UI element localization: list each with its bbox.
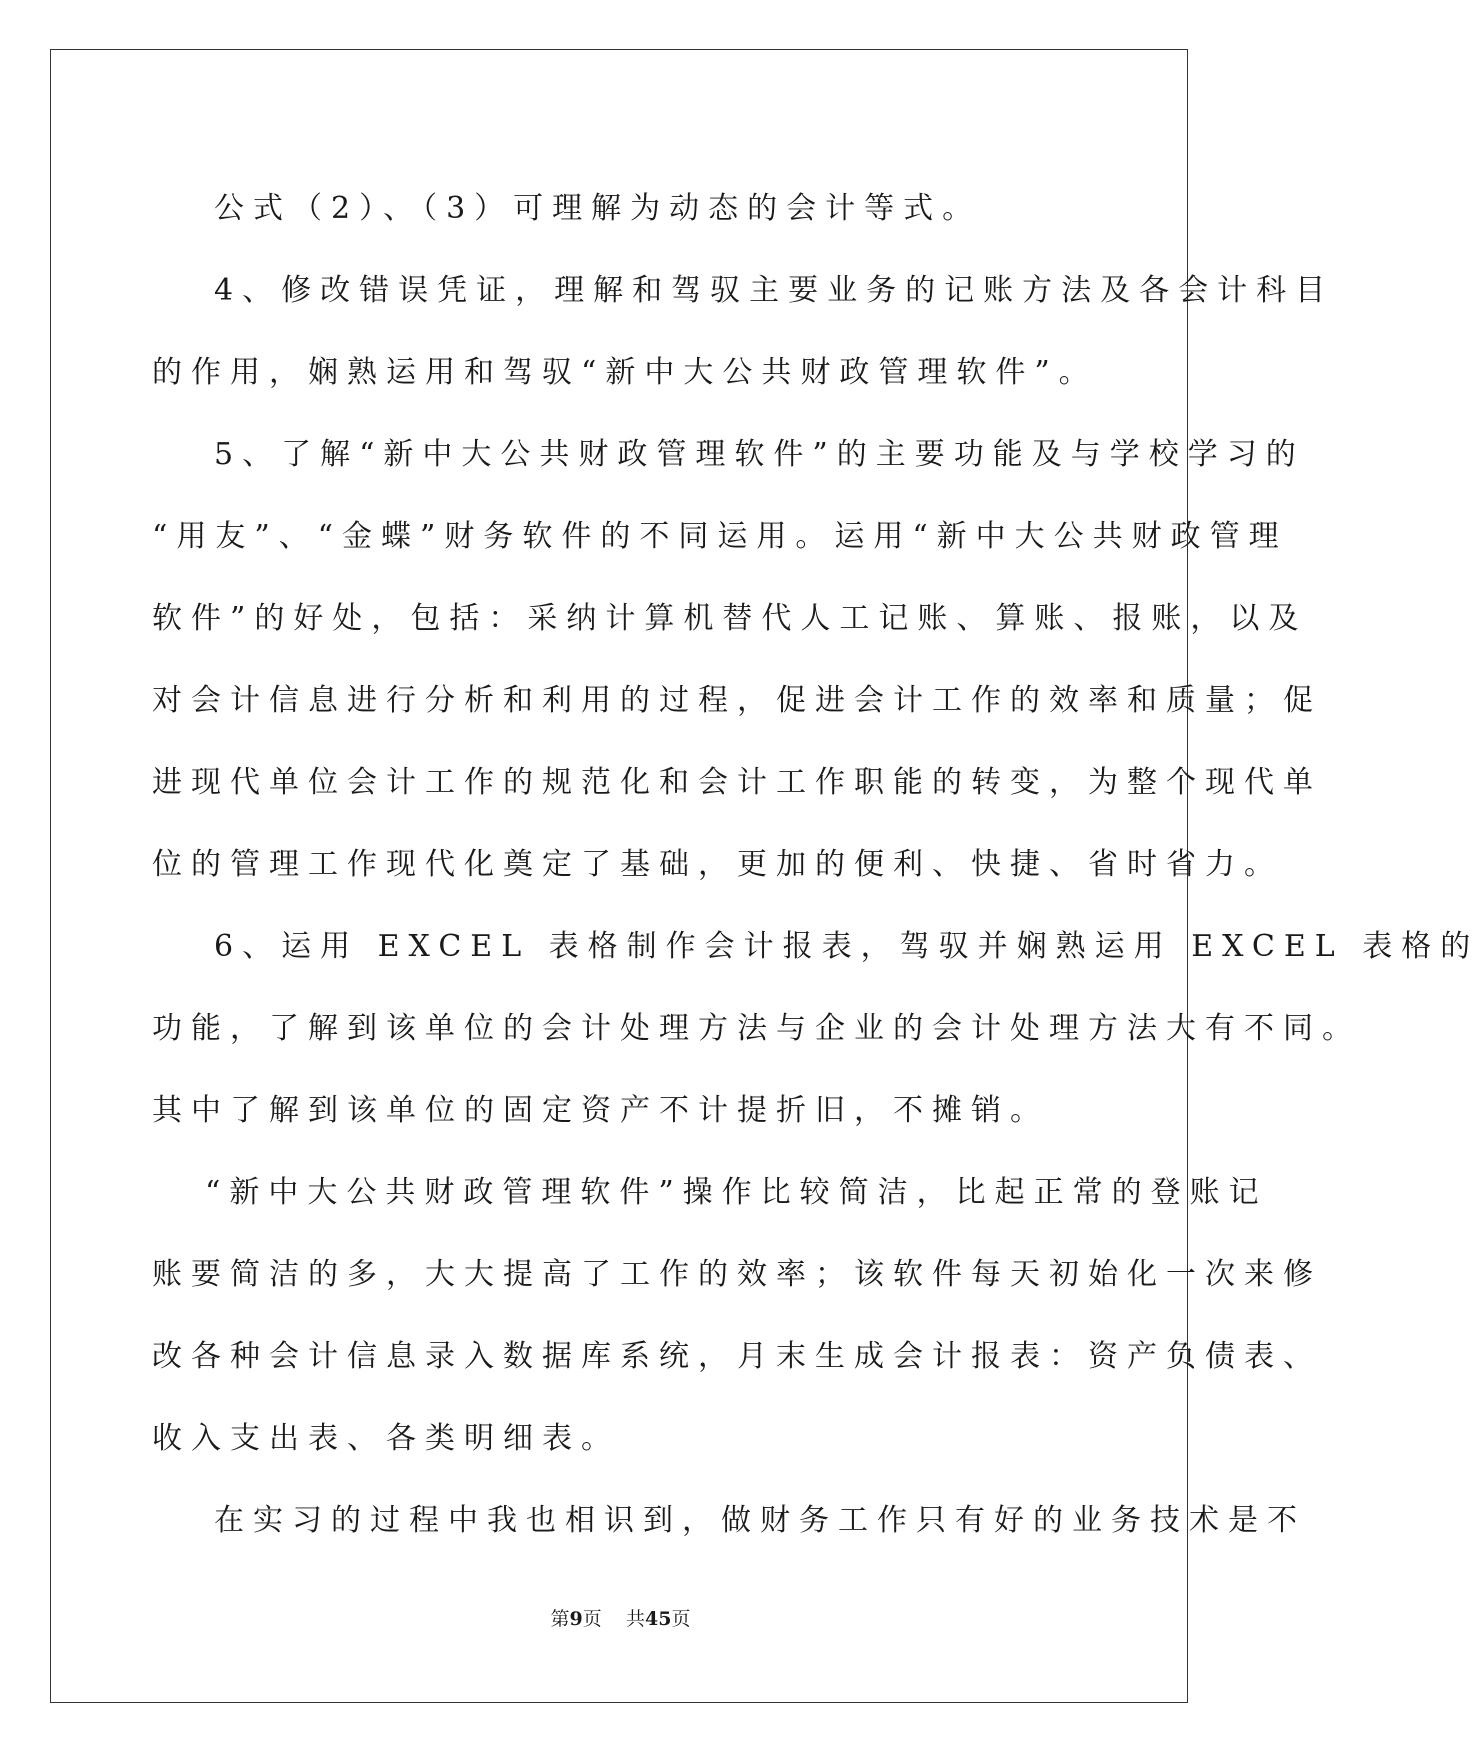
paragraph-line: 其中了解到该单位的固定资产不计提折旧，不摊销。 — [152, 1093, 1049, 1128]
paragraph-line: “新中大公共财政管理软件”操作比较简洁，比起正常的登账记 — [205, 1175, 1268, 1210]
paragraph-line: 收入支出表、各类明细表。 — [152, 1421, 620, 1456]
document-body — [152, 168, 1479, 1562]
paragraph-line: 5、了解“新中大公共财政管理软件”的主要功能及与学校学习的 — [214, 437, 1305, 472]
paragraph-line: 公式（2）、（3）可理解为动态的会计等式。 — [214, 191, 982, 226]
total-prefix: 共 — [625, 1608, 645, 1630]
paragraph-line: 在实习的过程中我也相识到，做财务工作只有好的业务技术是不 — [214, 1503, 1306, 1538]
paragraph-line: 对会计信息进行分析和利用的过程，促进会计工作的效率和质量；促 — [152, 683, 1322, 718]
page-number: 9 — [569, 1608, 583, 1630]
paragraph-line: 的作用，娴熟运用和驾驭“新中大公共财政管理软件”。 — [152, 355, 1098, 390]
paragraph-line: 进现代单位会计工作的规范化和会计工作职能的转变，为整个现代单 — [152, 765, 1322, 800]
paragraph-line: 改各种会计信息录入数据库系统，月末生成会计报表：资产负债表、 — [152, 1339, 1322, 1374]
paragraph-line: 位的管理工作现代化奠定了基础，更加的便利、快捷、省时省力。 — [152, 847, 1283, 882]
paragraph-line: 账要简洁的多，大大提高了工作的效率；该软件每天初始化一次来修 — [152, 1257, 1322, 1292]
paragraph-line: 软件”的好处，包括：采纳计算机替代人工记账、算账、报账，以及 — [152, 601, 1308, 636]
paragraph-line: 4、修改错误凭证，理解和驾驭主要业务的记账方法及各会计科目 — [214, 273, 1335, 308]
paragraph-line: 功能，了解到该单位的会计处理方法与企业的会计处理方法大有不同。 — [152, 1011, 1361, 1046]
page-suffix: 页 — [582, 1608, 602, 1630]
paragraph-line: “用友”、“金蝶”财务软件的不同运用。运用“新中大公共财政管理 — [152, 519, 1288, 554]
page-prefix: 第 — [550, 1608, 570, 1630]
page-footer — [0, 1607, 1241, 1631]
paragraph-line: 6、运用 EXCEL 表格制作会计报表，驾驭并娴熟运用 EXCEL 表格的 — [214, 929, 1479, 964]
total-pages: 45 — [644, 1608, 672, 1630]
total-suffix: 页 — [671, 1608, 691, 1630]
